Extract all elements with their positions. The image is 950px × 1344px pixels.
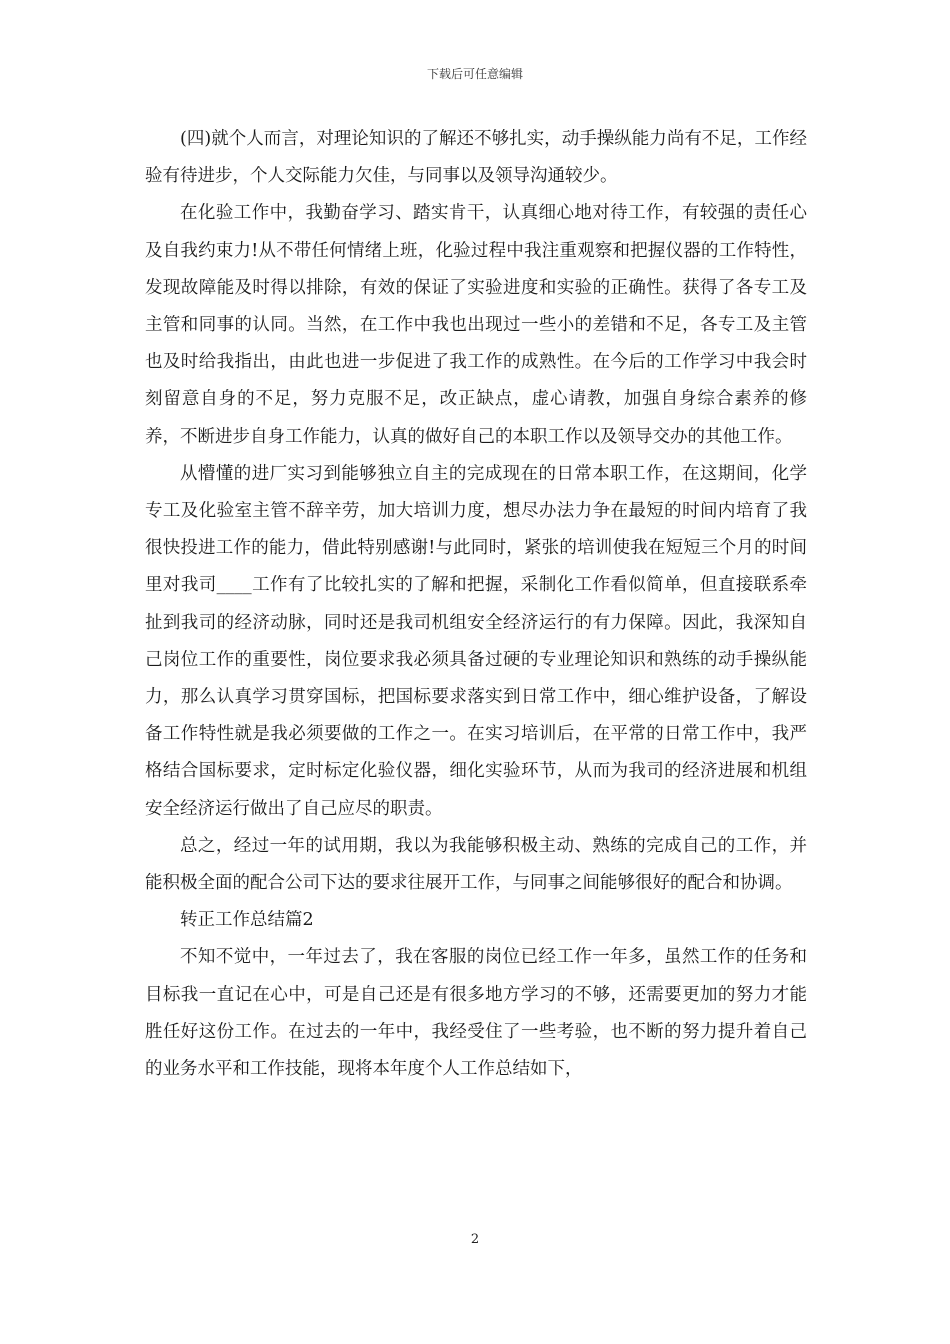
paragraph-conclusion: 总之，经过一年的试用期，我以为我能够积极主动、熟练的完成自己的工作，并能积极全面的配合公司下达的要求往展开工作，与同事之间能够很好的配合和协调。: [145, 835, 807, 894]
document-body: [145, 121, 807, 1088]
paragraph-lab-work: 在化验工作中，我勤奋学习、踏实肯干，认真细心地对待工作，有较强的责任心及自我约束力!从不带任何情绪上班，化验过程中我注重观察和把握仪器的工作特性，发现故障能及时得以排除，有效的保证了实验进度和实验的正确性。获得了各专工及主管和同事的认同。当然，在工作中我也出现过一些小的差错和不足，各专工及主管也及时给我指出，由此也进一步促进了我工作的成熟性。在今后的工作学习中我会时刻留意自身的不足，努力克服不足，改正缺点，虚心请教，加强自身综合素养的修养，不断进步自身工作能力，认真的做好自己的本职工作以及领导交办的其他工作。: [145, 203, 807, 447]
section-heading: 转正工作总结篇2: [180, 910, 314, 931]
page-number: 2: [470, 1232, 480, 1247]
paragraph-personal-shortcomings: (四)就个人而言，对理论知识的了解还不够扎实，动手操纵能力尚有不足，工作经验有待进步，个人交际能力欠佳，与同事以及领导沟通较少。: [145, 129, 807, 187]
paragraph-second-summary-intro: 不知不觉中，一年过去了，我在客服的岗位已经工作一年多，虽然工作的任务和目标我一直记在心中，可是自己还是有很多地方学习的不够，还需要更加的努力才能胜任好这份工作。在过去的一年中，我经受住了一些考验，也不断的努力提升着自己的业务水平和工作技能，现将本年度个人工作总结如下，: [145, 947, 807, 1080]
paragraph-training: 从懵懂的进厂实习到能够独立自主的完成现在的日常本职工作，在这期间，化学专工及化验室主管不辞辛劳，加大培训力度，想尽办法力争在最短的时间内培育了我很快投进工作的能力，借此特别感谢!与此同时，紧张的培训使我在短短三个月的时间里对我司____工作有了比较扎实的了解和把握，采制化工作看似简单，但直接联系牵扯到我司的经济动脉，同时还是我司机组安全经济运行的有力保障。因此，我深知自己岗位工作的重要性，岗位要求我必须具备过硬的专业理论知识和熟练的动手操纵能力，那么认真学习贯穿国标，把国标要求落实到日常工作中，细心维护设备，了解设备工作特性就是我必须要做的工作之一。在实习培训后，在平常的日常工作中，我严格结合国标要求，定时标定化验仪器，细化实验环节，从而为我司的经济进展和机组安全经济运行做出了自己应尽的职责。: [145, 463, 807, 819]
page-header: 下载后可任意编辑: [426, 67, 523, 81]
